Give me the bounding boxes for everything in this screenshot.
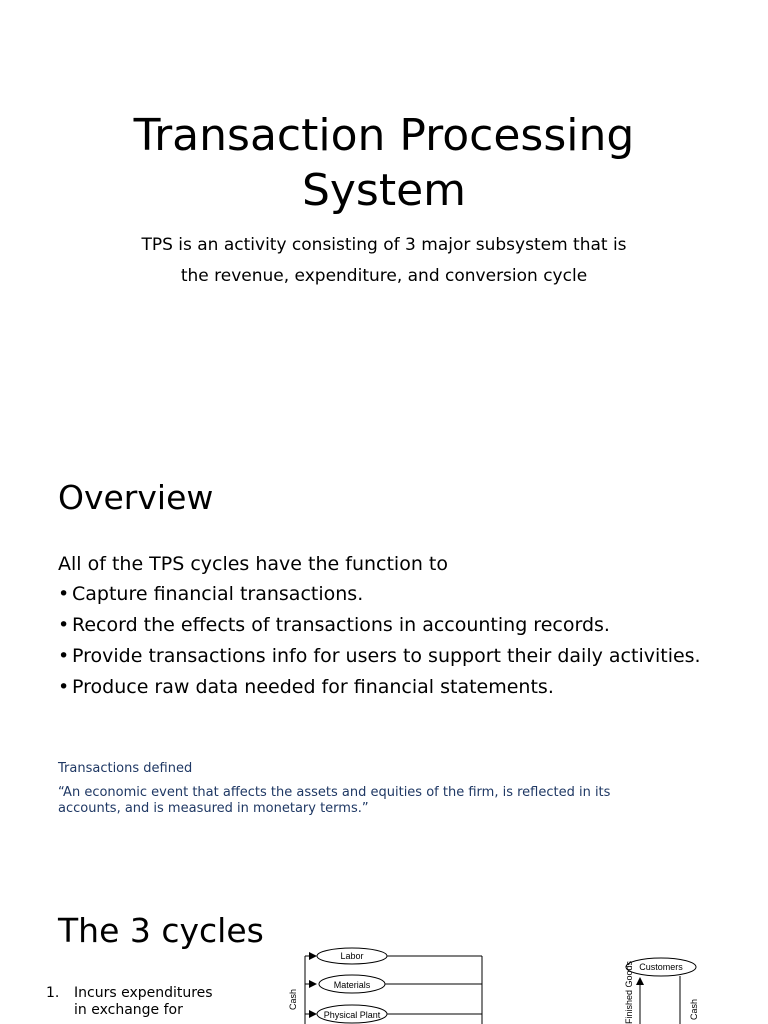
list-number: 1. — [46, 985, 60, 1001]
bullet-item: • Capture financial transactions. — [58, 583, 738, 606]
bullet-item: • Provide transactions info for users to support their daily activities. — [58, 645, 738, 668]
title-line-1: Transaction Processing — [133, 110, 635, 161]
label-materials: Materials — [333, 980, 371, 990]
label-finished-goods: Finished Goods — [624, 960, 634, 1024]
label-cash-left: Cash — [288, 988, 298, 1010]
cycles-title: The 3 cycles — [58, 911, 264, 950]
title-line-2: System — [301, 165, 467, 216]
label-labor: Labor — [340, 951, 364, 961]
label-cash-right: Cash — [689, 998, 699, 1020]
list-text: Incurs expenditures in exchange for — [74, 985, 213, 1018]
bullet-item: • Record the effects of transactions in accounting records. — [58, 614, 738, 637]
subtitle-line-1: TPS is an activity consisting of 3 major subsystem that is — [141, 235, 627, 255]
label-physical-plant: Physical Plant — [323, 1010, 381, 1020]
subtitle-line-2: the revenue, expenditure, and conversion cycle — [180, 266, 588, 286]
bullet-item: • Produce raw data needed for financial statements. — [58, 676, 738, 699]
overview-title: Overview — [58, 478, 214, 517]
label-customers: Customers — [639, 962, 683, 972]
definition-quote: “An economic event that affects the assets and equities of the firm, is reflected in its accounts, and is measured in monetary terms.” — [58, 785, 611, 816]
overview-lead: All of the TPS cycles have the function to — [58, 553, 448, 575]
definition-heading: Transactions defined — [58, 761, 193, 776]
